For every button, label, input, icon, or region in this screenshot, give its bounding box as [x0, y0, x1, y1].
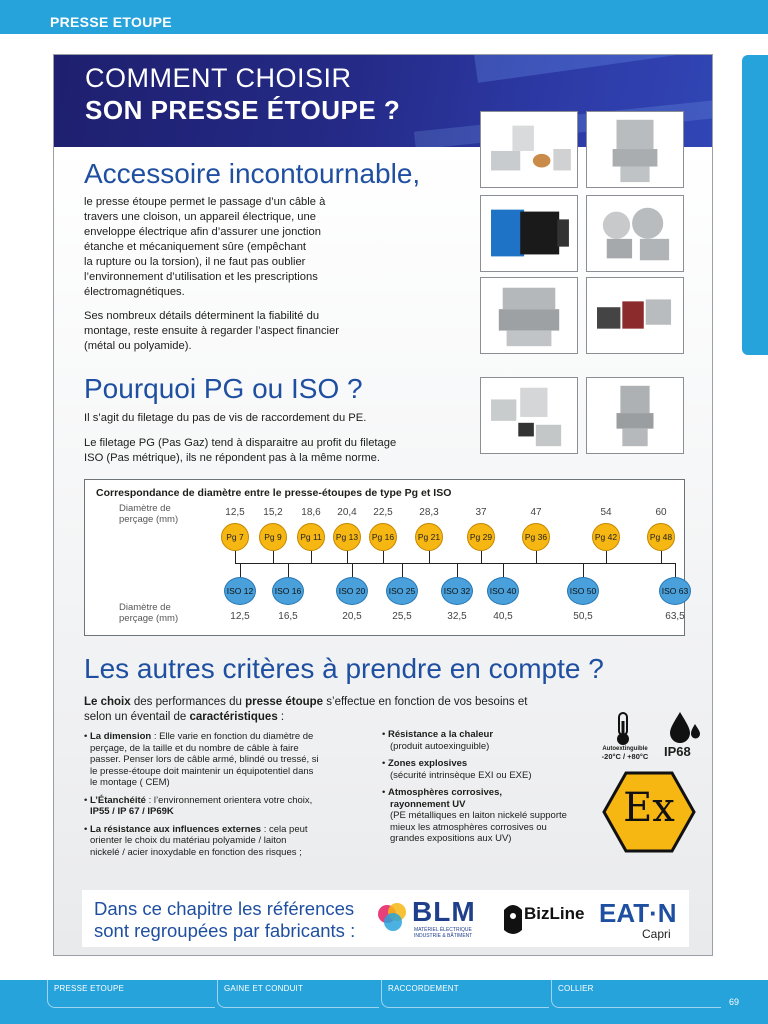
- pg-connector: [235, 551, 236, 563]
- footer-tab-gaine-conduit[interactable]: GAINE ET CONDUIT: [217, 980, 379, 1008]
- pg-connector: [536, 551, 537, 563]
- product-photo-2: [586, 111, 684, 188]
- heading-pg-iso: Pourquoi PG ou ISO ?: [84, 373, 363, 404]
- iso-circle: ISO 63: [659, 577, 691, 605]
- header-bar: [0, 0, 768, 34]
- blm-subtitle: MATÉRIEL ÉLECTRIQUE INDUSTRIE & BÂTIMENT: [414, 927, 473, 939]
- capri-logo: Capri: [642, 927, 671, 941]
- criteria-zones: • Zones explosives: [382, 758, 468, 769]
- iso-connector: [240, 563, 241, 577]
- blm-logo: BLM: [412, 896, 476, 927]
- heading-accessoire: Accessoire incontournable,: [84, 158, 421, 189]
- footer-tab-presse-etoupe[interactable]: PRESSE ETOUPE: [47, 980, 215, 1008]
- iso-circle: ISO 50: [567, 577, 599, 605]
- footer-tab-raccordement[interactable]: RACCORDEMENT: [381, 980, 549, 1008]
- iso-diameter: 40,5: [493, 611, 513, 622]
- iso-diameter: 25,5: [392, 611, 412, 622]
- paragraph-pg-iso: Le filetage PG (Pas Gaz) tend à disparaitre au profit du filetage ISO (Pas métrique), ils ne répondent pas à la même norme.: [84, 437, 397, 464]
- iso-diameter: 63,5: [665, 611, 685, 622]
- iso-connector: [288, 563, 289, 577]
- iso-circle: ISO 40: [487, 577, 519, 605]
- iso-connector: [675, 563, 676, 577]
- pg-diameter: 54: [600, 507, 612, 518]
- temp-badge-text: Autoextinguible -20°C / +80°C: [601, 746, 649, 761]
- blm-logo-icon: [375, 900, 411, 936]
- row-label-top: Diamètre de perçage (mm): [119, 503, 179, 525]
- pg-circle: Pg 11: [297, 523, 325, 551]
- criteria-left: • La dimension : Elle varie en fonction du diamètre de perçage, de la taille et du nombre de câble à faire passer. Penser lors de câble armé, blindé ou tressé, si le presse-étoupe doit maintenir un équipotentiel dans le montage ( CEM) • L’Étanchéité : l’environnement orientera votre choix, IP55 / IP 67 / IP69K • La résistance aux influences externes : cela peut orienter le choix du matériau polyamide / laiton nickelé / acier inoxydable en fonction des risques ;: [84, 731, 344, 858]
- page-number: 69: [729, 997, 740, 1007]
- iso-circle: ISO 16: [272, 577, 304, 605]
- pg-connector: [383, 551, 384, 563]
- bison-icon: [500, 900, 526, 938]
- criteria-resistance: • La résistance aux influences externes : cela peut: [84, 823, 308, 835]
- iso-connector: [583, 563, 584, 577]
- pg-connector: [606, 551, 607, 563]
- iso-connector: [402, 563, 403, 577]
- pg-connector: [347, 551, 348, 563]
- iso-diameter: 32,5: [447, 611, 467, 622]
- product-photo-6: [586, 277, 684, 354]
- pg-diameter: 28,3: [419, 507, 439, 518]
- iso-diameter: 16,5: [278, 611, 298, 622]
- brands-strip: [82, 890, 689, 947]
- pg-circle: Pg 9: [259, 523, 287, 551]
- paragraph-details: Ses nombreux détails déterminent la fiabilité du montage, reste ensuite à regarder l’aspect financier (métal ou polyamide).: [84, 310, 339, 352]
- paragraph-filetage: Il s’agit du filetage du pas de vis de raccordement du PE.: [84, 412, 367, 424]
- iso-diameter: 20,5: [342, 611, 362, 622]
- product-photo-8: [586, 377, 684, 454]
- product-photo-5: [480, 277, 578, 354]
- pg-connector: [311, 551, 312, 563]
- iso-connector: [457, 563, 458, 577]
- iso-diameter: 50,5: [573, 611, 593, 622]
- pg-circle: Pg 7: [221, 523, 249, 551]
- pg-circle: Pg 21: [415, 523, 443, 551]
- paragraph-intro: le presse étoupe permet le passage d’un câble à travers une cloison, un appareil électrique, une enveloppe électrique afin d’assurer une jonction étanche et mécaniquement sûre (empêchant la rupture ou la torsion), il ne faut pas oublier l’environnement d’utilisation et les prescriptions électromagnétiques.: [84, 196, 326, 298]
- pg-diameter: 18,6: [301, 507, 321, 518]
- footer-nav: [0, 980, 768, 1024]
- pg-circle: Pg 42: [592, 523, 620, 551]
- criteria-corrosives: • Atmosphères corrosives,: [382, 787, 503, 798]
- criteria-dimension: • La dimension : Elle varie en fonction du diamètre de: [84, 731, 314, 742]
- pg-diameter: 37: [475, 507, 487, 518]
- pg-connector: [273, 551, 274, 563]
- row-label-bottom: Diamètre de perçage (mm): [119, 602, 179, 624]
- banner-line2: SON PRESSE ÉTOUPE ?: [85, 95, 401, 125]
- pg-diameter: 12,5: [225, 507, 245, 518]
- pg-iso-table: [84, 479, 689, 636]
- footer-tab-collier[interactable]: COLLIER: [551, 980, 721, 1008]
- pg-circle: Pg 16: [369, 523, 397, 551]
- brands-text: Dans ce chapitre les références sont regroupées par fabricants :: [94, 898, 356, 941]
- product-photo-1: [480, 111, 578, 188]
- pg-circle: Pg 36: [522, 523, 550, 551]
- criteria-etancheite: • L’Étanchéité : l’environnement orientera votre choix,: [84, 794, 313, 806]
- iso-circle: ISO 25: [386, 577, 418, 605]
- criteria-right: • Résistance a la chaleur (produit autoexinguible) • Zones explosives (sécurité intrinsèque EXI ou EXE) • Atmosphères corrosives, rayonnement UV (PE métalliques en laiton nickelé supporte mieux les atmosphères corrosives ou grandes expositions aux UV): [382, 729, 612, 845]
- bizline-logo: BizLine: [524, 904, 585, 923]
- pg-circle: Pg 48: [647, 523, 675, 551]
- iso-circle: ISO 12: [224, 577, 256, 605]
- paragraph-choix: Le choix des performances du presse étoupe s’effectue en fonction de vos besoins et selon un éventail de caractéristiques :: [84, 696, 528, 723]
- iso-diameter: 12,5: [230, 611, 250, 622]
- pg-connector: [661, 551, 662, 563]
- pg-diameter: 60: [655, 507, 667, 518]
- criteria-chaleur: • Résistance a la chaleur: [382, 729, 494, 740]
- product-photo-4: [586, 195, 684, 272]
- ex-atex-icon: Ex: [602, 771, 696, 853]
- side-tab[interactable]: [742, 55, 768, 355]
- connector-line: [235, 563, 675, 564]
- pg-diameter: 22,5: [373, 507, 393, 518]
- iso-circle: ISO 20: [336, 577, 368, 605]
- pg-diameter: 47: [530, 507, 542, 518]
- banner-line1: COMMENT CHOISIR: [85, 63, 352, 93]
- pg-circle: Pg 29: [467, 523, 495, 551]
- table-caption: Correspondance de diamètre entre le presse-étoupes de type Pg et ISO: [96, 487, 452, 499]
- iso-connector: [352, 563, 353, 577]
- ip68-badge: IP68: [664, 744, 691, 759]
- pg-connector: [429, 551, 430, 563]
- product-photo-7: [480, 377, 578, 454]
- pg-circle: Pg 13: [333, 523, 361, 551]
- heading-criteres: Les autres critères à prendre en compte ?: [84, 653, 604, 684]
- iso-connector: [503, 563, 504, 577]
- pg-connector: [481, 551, 482, 563]
- pg-diameter: 20,4: [337, 507, 357, 518]
- section-title: PRESSE ETOUPE: [50, 14, 172, 30]
- eaton-logo: EAT·N: [599, 898, 677, 928]
- pg-diameter: 15,2: [263, 507, 283, 518]
- product-photo-3: [480, 195, 578, 272]
- iso-circle: ISO 32: [441, 577, 473, 605]
- content-frame: [53, 54, 713, 956]
- water-drop-icon: [664, 710, 704, 744]
